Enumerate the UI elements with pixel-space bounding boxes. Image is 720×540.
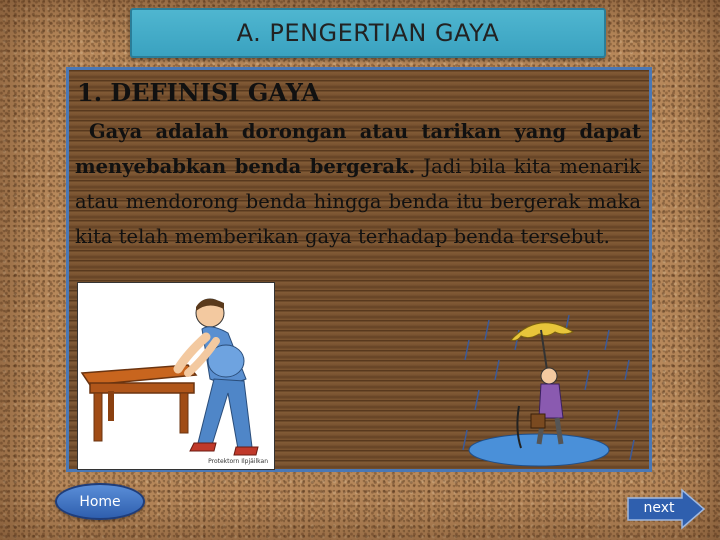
next-button-label: next [643,500,675,516]
pushing-table-illustration [77,282,275,470]
next-button[interactable] [626,488,706,530]
rain-umbrella-illustration [459,310,639,470]
definition-bold-text: Gaya adalah dorongan atau tarikan yang dapat menyebabkan benda bergerak. [75,120,641,178]
image-credit: Protektorn Ilpjäilkan [208,458,268,465]
home-button[interactable] [55,483,145,520]
man-pushing-table-icon [78,283,274,469]
definition-paragraph [75,114,641,254]
title-banner [130,8,606,58]
home-button-label: Home [79,493,121,510]
page-title: A. PENGERTIAN GAYA [236,19,500,47]
section-heading: 1. DEFINISI GAYA [77,78,320,107]
man-umbrella-rain-icon [459,310,639,470]
content-board [66,67,652,472]
definition-body-text: Jadi bila kita menarik atau mendorong benda hingga benda itu bergerak maka kita telah memberikan gaya terhadap benda tersebut. [75,155,641,248]
